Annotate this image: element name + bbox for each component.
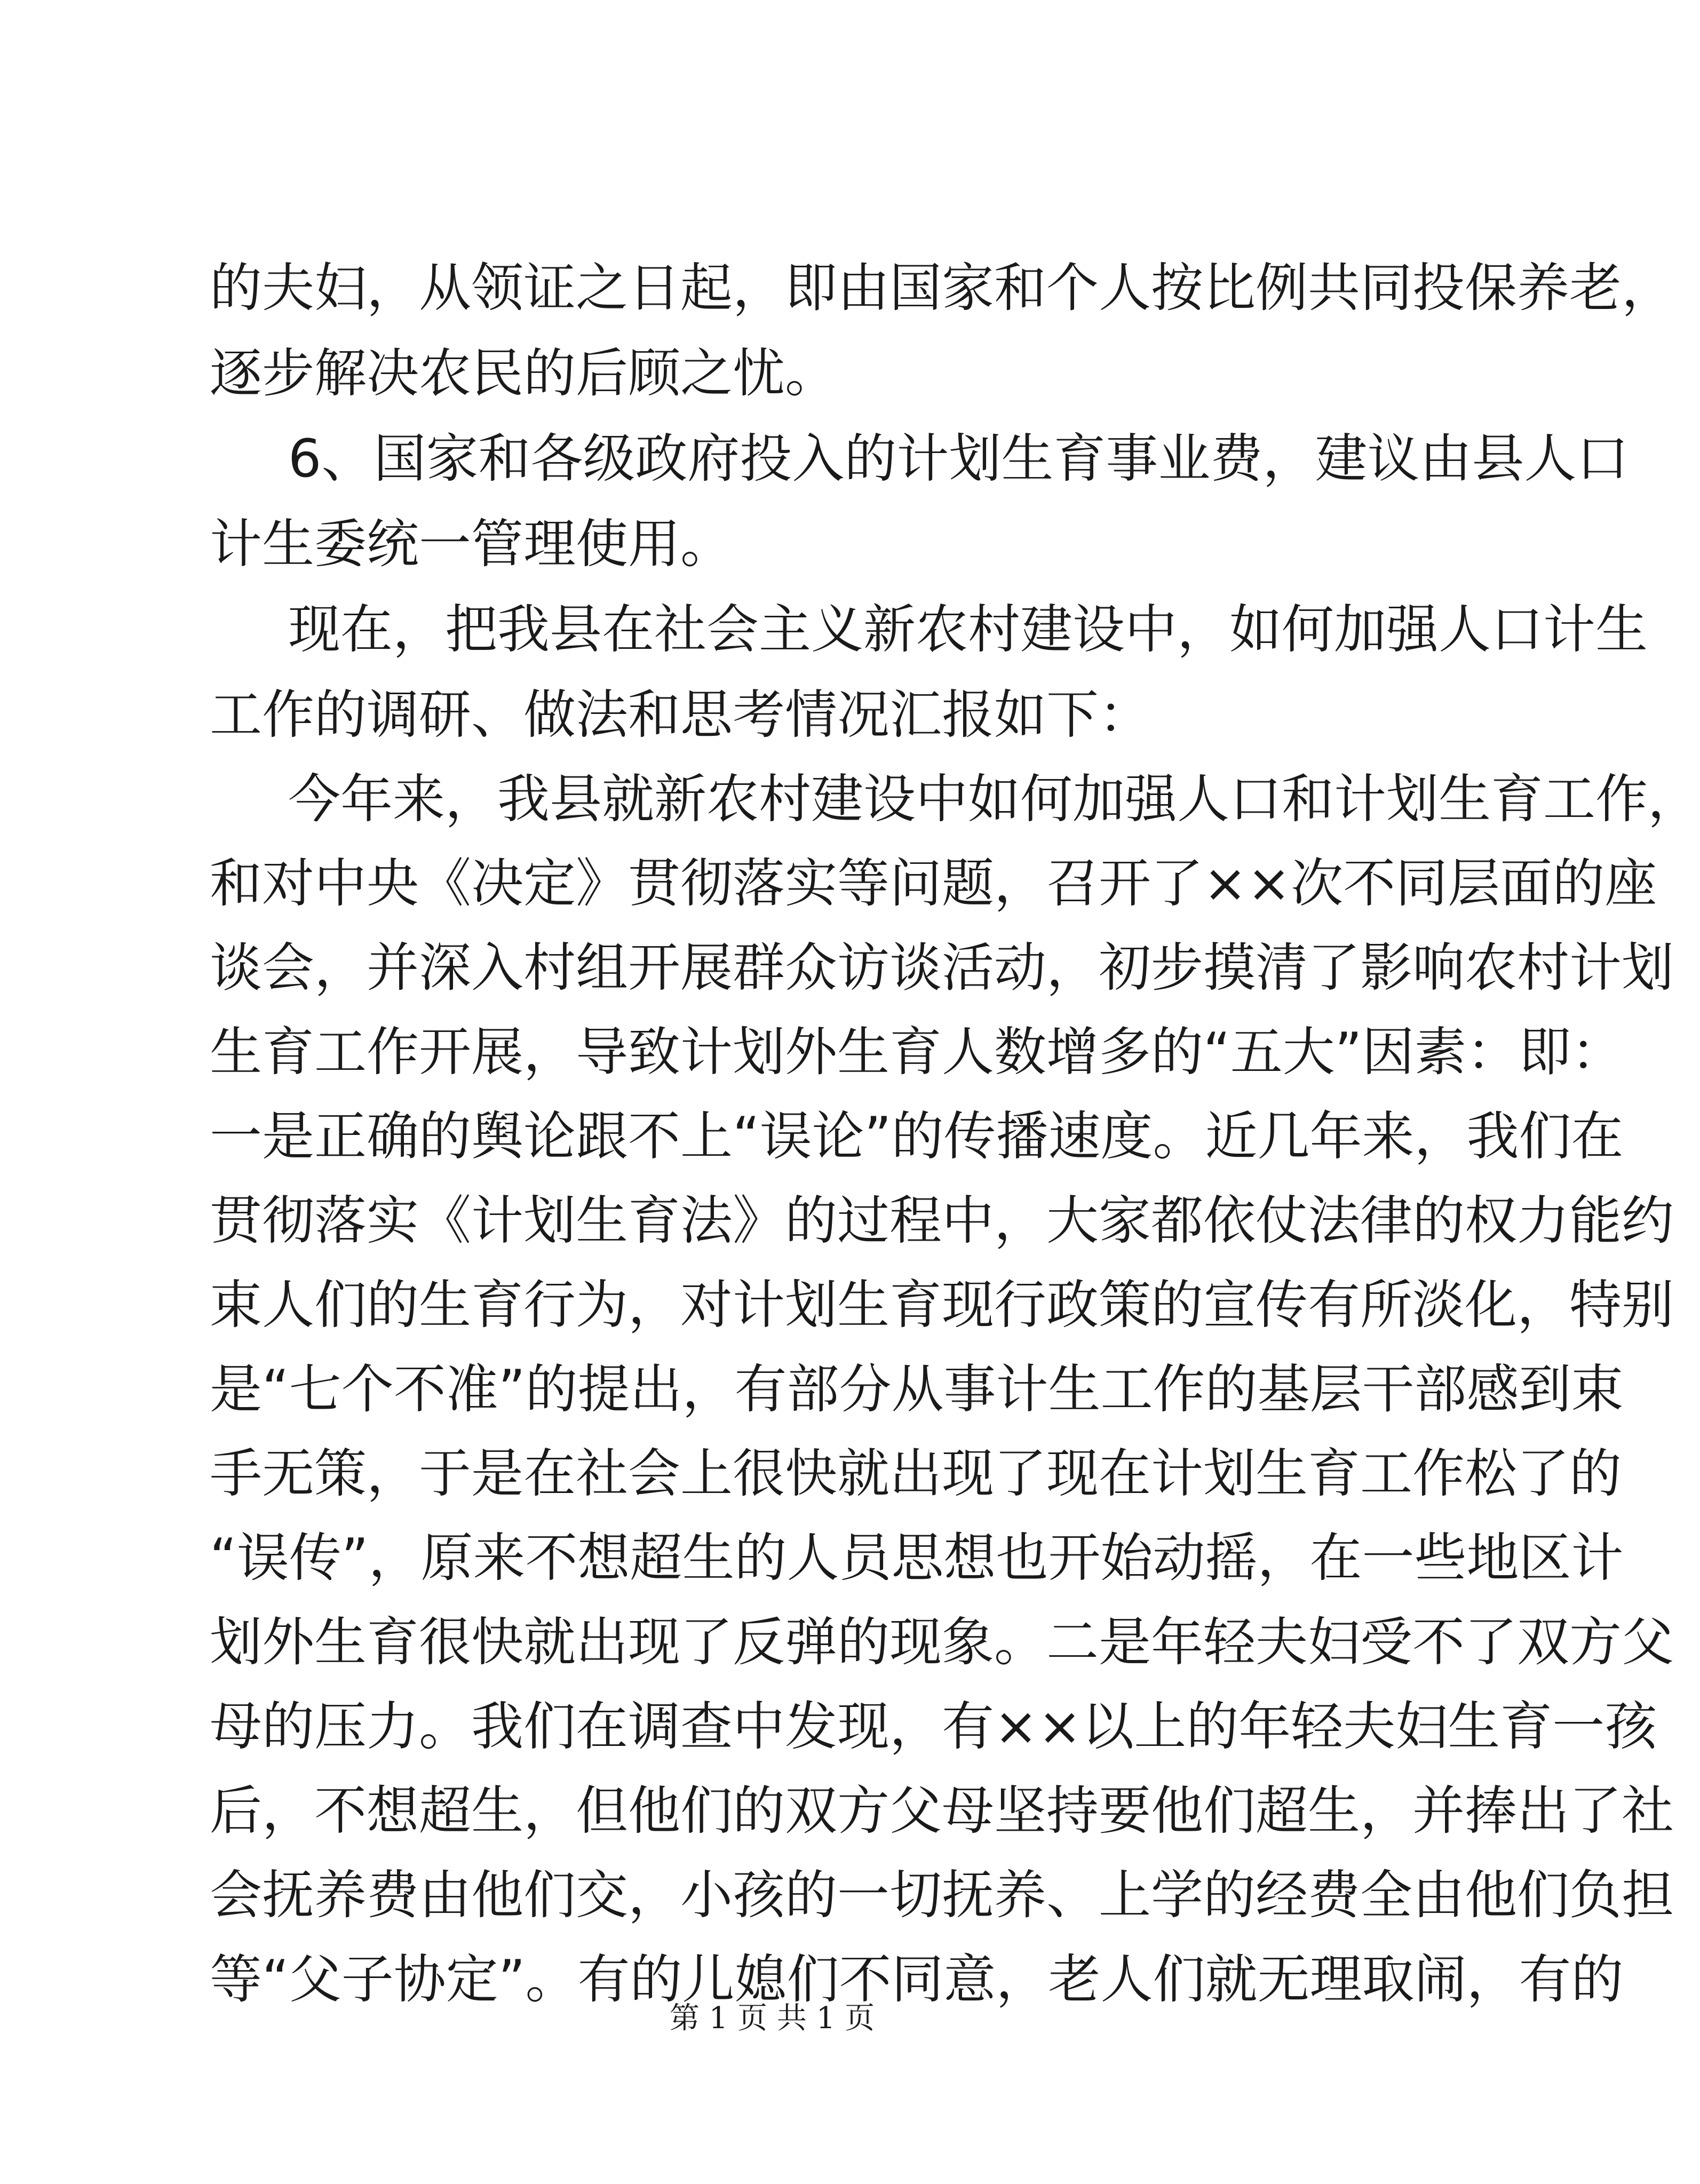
text-line-4: 计生委统一管理使用。	[210, 514, 733, 575]
page-number-footer: 第 1 页 共 1 页	[669, 2001, 875, 2036]
text-line-21: 等“父子协定”。有的儿媳们不同意，老人们就无理取闹，有的	[210, 1949, 1624, 2010]
text-line-3: 6、国家和各级政府投入的计划生育事业费，建议由县人口	[288, 428, 1629, 489]
text-line-14: 是“七个不准”的提出，有部分从事计生工作的基层干部感到束	[210, 1359, 1624, 1420]
text-line-2: 逐步解决农民的后顾之忧。	[210, 343, 838, 404]
text-line-6: 工作的调研、做法和思考情况汇报如下：	[210, 685, 1151, 745]
text-line-15: 手无策，于是在社会上很快就出现了现在计划生育工作松了的	[210, 1443, 1622, 1504]
text-line-12: 贯彻落实《计划生育法》的过程中，大家都依仗法律的权力能约	[210, 1190, 1674, 1251]
text-line-19: 后，不想超生，但他们的双方父母坚持要他们超生，并捧出了社	[210, 1781, 1674, 1841]
text-line-10: 生育工作开展，导致计划外生育人数增多的“五大”因素：即：	[210, 1022, 1624, 1083]
text-line-13: 束人们的生育行为，对计划生育现行政策的宣传有所淡化，特别	[210, 1275, 1674, 1336]
text-line-9: 谈会，并深入村组开展群众访谈活动，初步摸清了影响农村计划	[210, 938, 1674, 998]
text-line-11: 一是正确的舆论跟不上“误论”的传播速度。近几年来，我们在	[210, 1106, 1624, 1167]
text-line-8: 和对中央《决定》贯彻落实等问题，召开了××次不同层面的座	[210, 853, 1657, 914]
text-line-18: 母的压力。我们在调查中发现，有××以上的年轻夫妇生育一孩	[210, 1696, 1657, 1757]
text-line-20: 会抚养费由他们交，小孩的一切抚养、上学的经费全由他们负担	[210, 1865, 1674, 1926]
text-line-7: 今年来，我县就新农村建设中如何加强人口和计划生育工作，	[288, 769, 1700, 830]
text-line-5: 现在，把我县在社会主义新农村建设中，如何加强人口计生	[288, 599, 1648, 660]
text-line-16: “误传”，原来不想超生的人员思想也开始动摇，在一些地区计	[210, 1528, 1624, 1589]
text-line-17: 划外生育很快就出现了反弹的现象。二是年轻夫妇受不了双方父	[210, 1612, 1674, 1673]
text-line-1: 的夫妇，从领证之日起，即由国家和个人按比例共同投保养老，	[210, 258, 1674, 319]
